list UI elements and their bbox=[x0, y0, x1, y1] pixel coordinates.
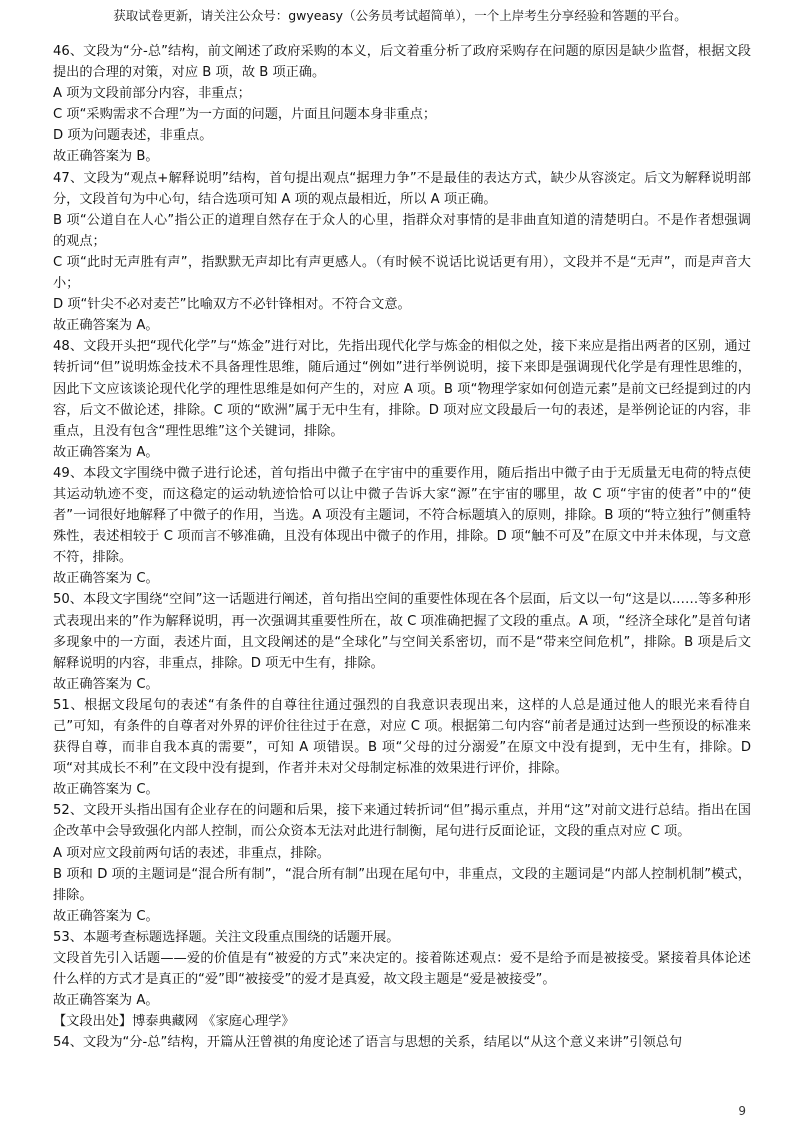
paragraph: 故正确答案为 A。 bbox=[53, 993, 159, 1009]
paragraph: C 项“此时无声胜有声”，指默默无声却比有声更感人。（有时候不说话比说话更有用），文段并不是“无声”，而是声音大小； bbox=[53, 254, 751, 292]
paragraph: 54、文段为“分-总”结构，开篇从汪曾祺的角度论述了语言与思想的关系，结尾以“从这个意义来讲”引领总句 bbox=[53, 1035, 683, 1051]
paragraph: 50、本段文字围绕“空间”这一话题进行阐述，首句指出空间的重要性体现在各个层面，后文以一句“这是以……等多种形式表现出来的”作为解释说明，再一次强调其重要性所在，故 C 项准确把握了文段的重点。A 项，“经济全球化”是首句诸多现象中的一方面，表述片面，且文段阐述的是“全球化”与空间关系密切，而不是“带来空间危机”，排除。B 项是后文解释说明的内容，非重点，排除。D 项无中生有，排除。 bbox=[53, 592, 752, 671]
paragraph: 48、文段开头把“现代化学”与“炼金”进行对比，先指出现代化学与炼金的相似之处，接下来应是指出两者的区别，通过转折词“但”说明炼金技术不具备理性思维，随后通过“例如”进行举例说明，接下来即是强调现代化学是有理性思维的，因此下文应该谈论现代化学的理性思维是如何产生的，对应 A 项。B 项“物理学家如何创造元素”是前文已经提到过的内容，后文不做论述，排除。C 项的“欧洲”属于无中生有，排除。D 项对应文段最后一句的表述，是举例论证的内容，非重点，且没有包含“理性思维”这个关键词，排除。 bbox=[53, 339, 751, 439]
paragraph: 故正确答案为 B。 bbox=[53, 149, 159, 165]
paragraph: A 项为文段前部分内容，非重点； bbox=[53, 86, 251, 102]
paragraph: 故正确答案为 C。 bbox=[53, 676, 159, 692]
paragraph: 故正确答案为 C。 bbox=[53, 782, 159, 798]
paragraph: A 项对应文段前两句话的表述，非重点，排除。 bbox=[53, 845, 330, 861]
paragraph: 故正确答案为 C。 bbox=[53, 571, 159, 587]
source-citation: 【文段出处】博泰典藏网 《家庭心理学》 bbox=[53, 1014, 295, 1030]
paragraph: D 项为问题表述，非重点。 bbox=[53, 128, 213, 144]
page-number: 9 bbox=[738, 1104, 746, 1118]
page-header: 获取试卷更新，请关注公众号：gwyeasy（公务员考试超简单），一个上岸考生分享经验和答题的平台。 bbox=[113, 8, 687, 23]
paragraph: 故正确答案为 A。 bbox=[53, 318, 159, 334]
paragraph: 故正确答案为 C。 bbox=[53, 908, 159, 924]
paragraph: D 项“针尖不必对麦芒”比喻双方不必针锋相对。不符合文意。 bbox=[53, 297, 411, 313]
paragraph: C 项“采购需求不合理”为一方面的问题，片面且问题本身非重点； bbox=[53, 107, 437, 123]
paragraph: 故正确答案为 A。 bbox=[53, 444, 159, 460]
paragraph: 53、本题考查标题选择题。关注文段重点围绕的话题开展。 bbox=[53, 929, 400, 945]
paragraph: 46、文段为“分-总”结构，前文阐述了政府采购的本义，后文着重分析了政府采购存在问题的原因是缺少监督，根据文段提出的合理的对策，对应 B 项，故 B 项正确。 bbox=[53, 44, 751, 81]
paragraph: 51、根据文段尾句的表述“有条件的自尊往往通过强烈的自我意识表现出来，这样的人总是通过他人的眼光来看待自己”可知，有条件的自尊者对外界的评价往往过于在意，对应 C 项。根据第二句内容“前者是通过达到一些预设的标准来获得自尊，而非自我本真的需要”，可知 A 项错误。B 项“父母的过分溺爱”在原文中没有提到，无中生有，排除。D 项“对其成长不利”在文段中没有提到，作者并未对父母制定标准的效果进行评价，排除。 bbox=[53, 697, 751, 777]
paragraph: B 项“公道自在人心”指公正的道理自然存在于众人的心里，指群众对事情的是非曲直知道的清楚明白。不是作者想强调的观点； bbox=[53, 212, 751, 249]
paragraph: 47、文段为“观点+解释说明”结构，首句提出观点“据理力争”不是最佳的表达方式，缺少从容淡定。后文为解释说明部分，文段首句为中心句，结合选项可知 A 项的观点最相近，所以 A 项正确。 bbox=[53, 170, 751, 207]
paragraph: 文段首先引入话题——爱的价值是有“被爱的方式”来决定的。接着陈述观点：爱不是给予而是被接受。紧接着具体论述什么样的方式才是真正的“爱”即“被接受”的爱才是真爱，故文段主题是“爱是被接受”。 bbox=[53, 951, 751, 988]
paragraph: B 项和 D 项的主题词是“混合所有制”，“混合所有制”出现在尾句中，非重点，文段的主题词是“内部人控制机制”模式，排除。 bbox=[53, 866, 751, 903]
paragraph: 49、本段文字围绕中微子进行论述，首句指出中微子在宇宙中的重要作用，随后指出中微子由于无质量无电荷的特点使其运动轨迹不变，而这稳定的运动轨迹恰恰可以让中微子告诉大家“源”在宇宙的哪里，故 C 项“宇宙的使者”中的“使者”一词很好地解释了中微子的作用，当选。A 项没有主题词，不符合标题填入的原则，排除。B 项的“特立独行”侧重特殊性，表述相较于 C 项而言不够准确，且没有体现出中微子的作用，排除。D 项“触不可及”在原文中并未体现，与文意不符，排除。 bbox=[53, 465, 751, 566]
paragraph: 52、文段开头指出国有企业存在的问题和后果，接下来通过转折词“但”揭示重点，并用“这”对前文进行总结。指出在国企改革中会导致强化内部人控制，而公众资本无法对此进行制衡，尾句进行反面论证，文段的重点对应 C 项。 bbox=[53, 803, 751, 840]
document-body bbox=[53, 41, 751, 1054]
